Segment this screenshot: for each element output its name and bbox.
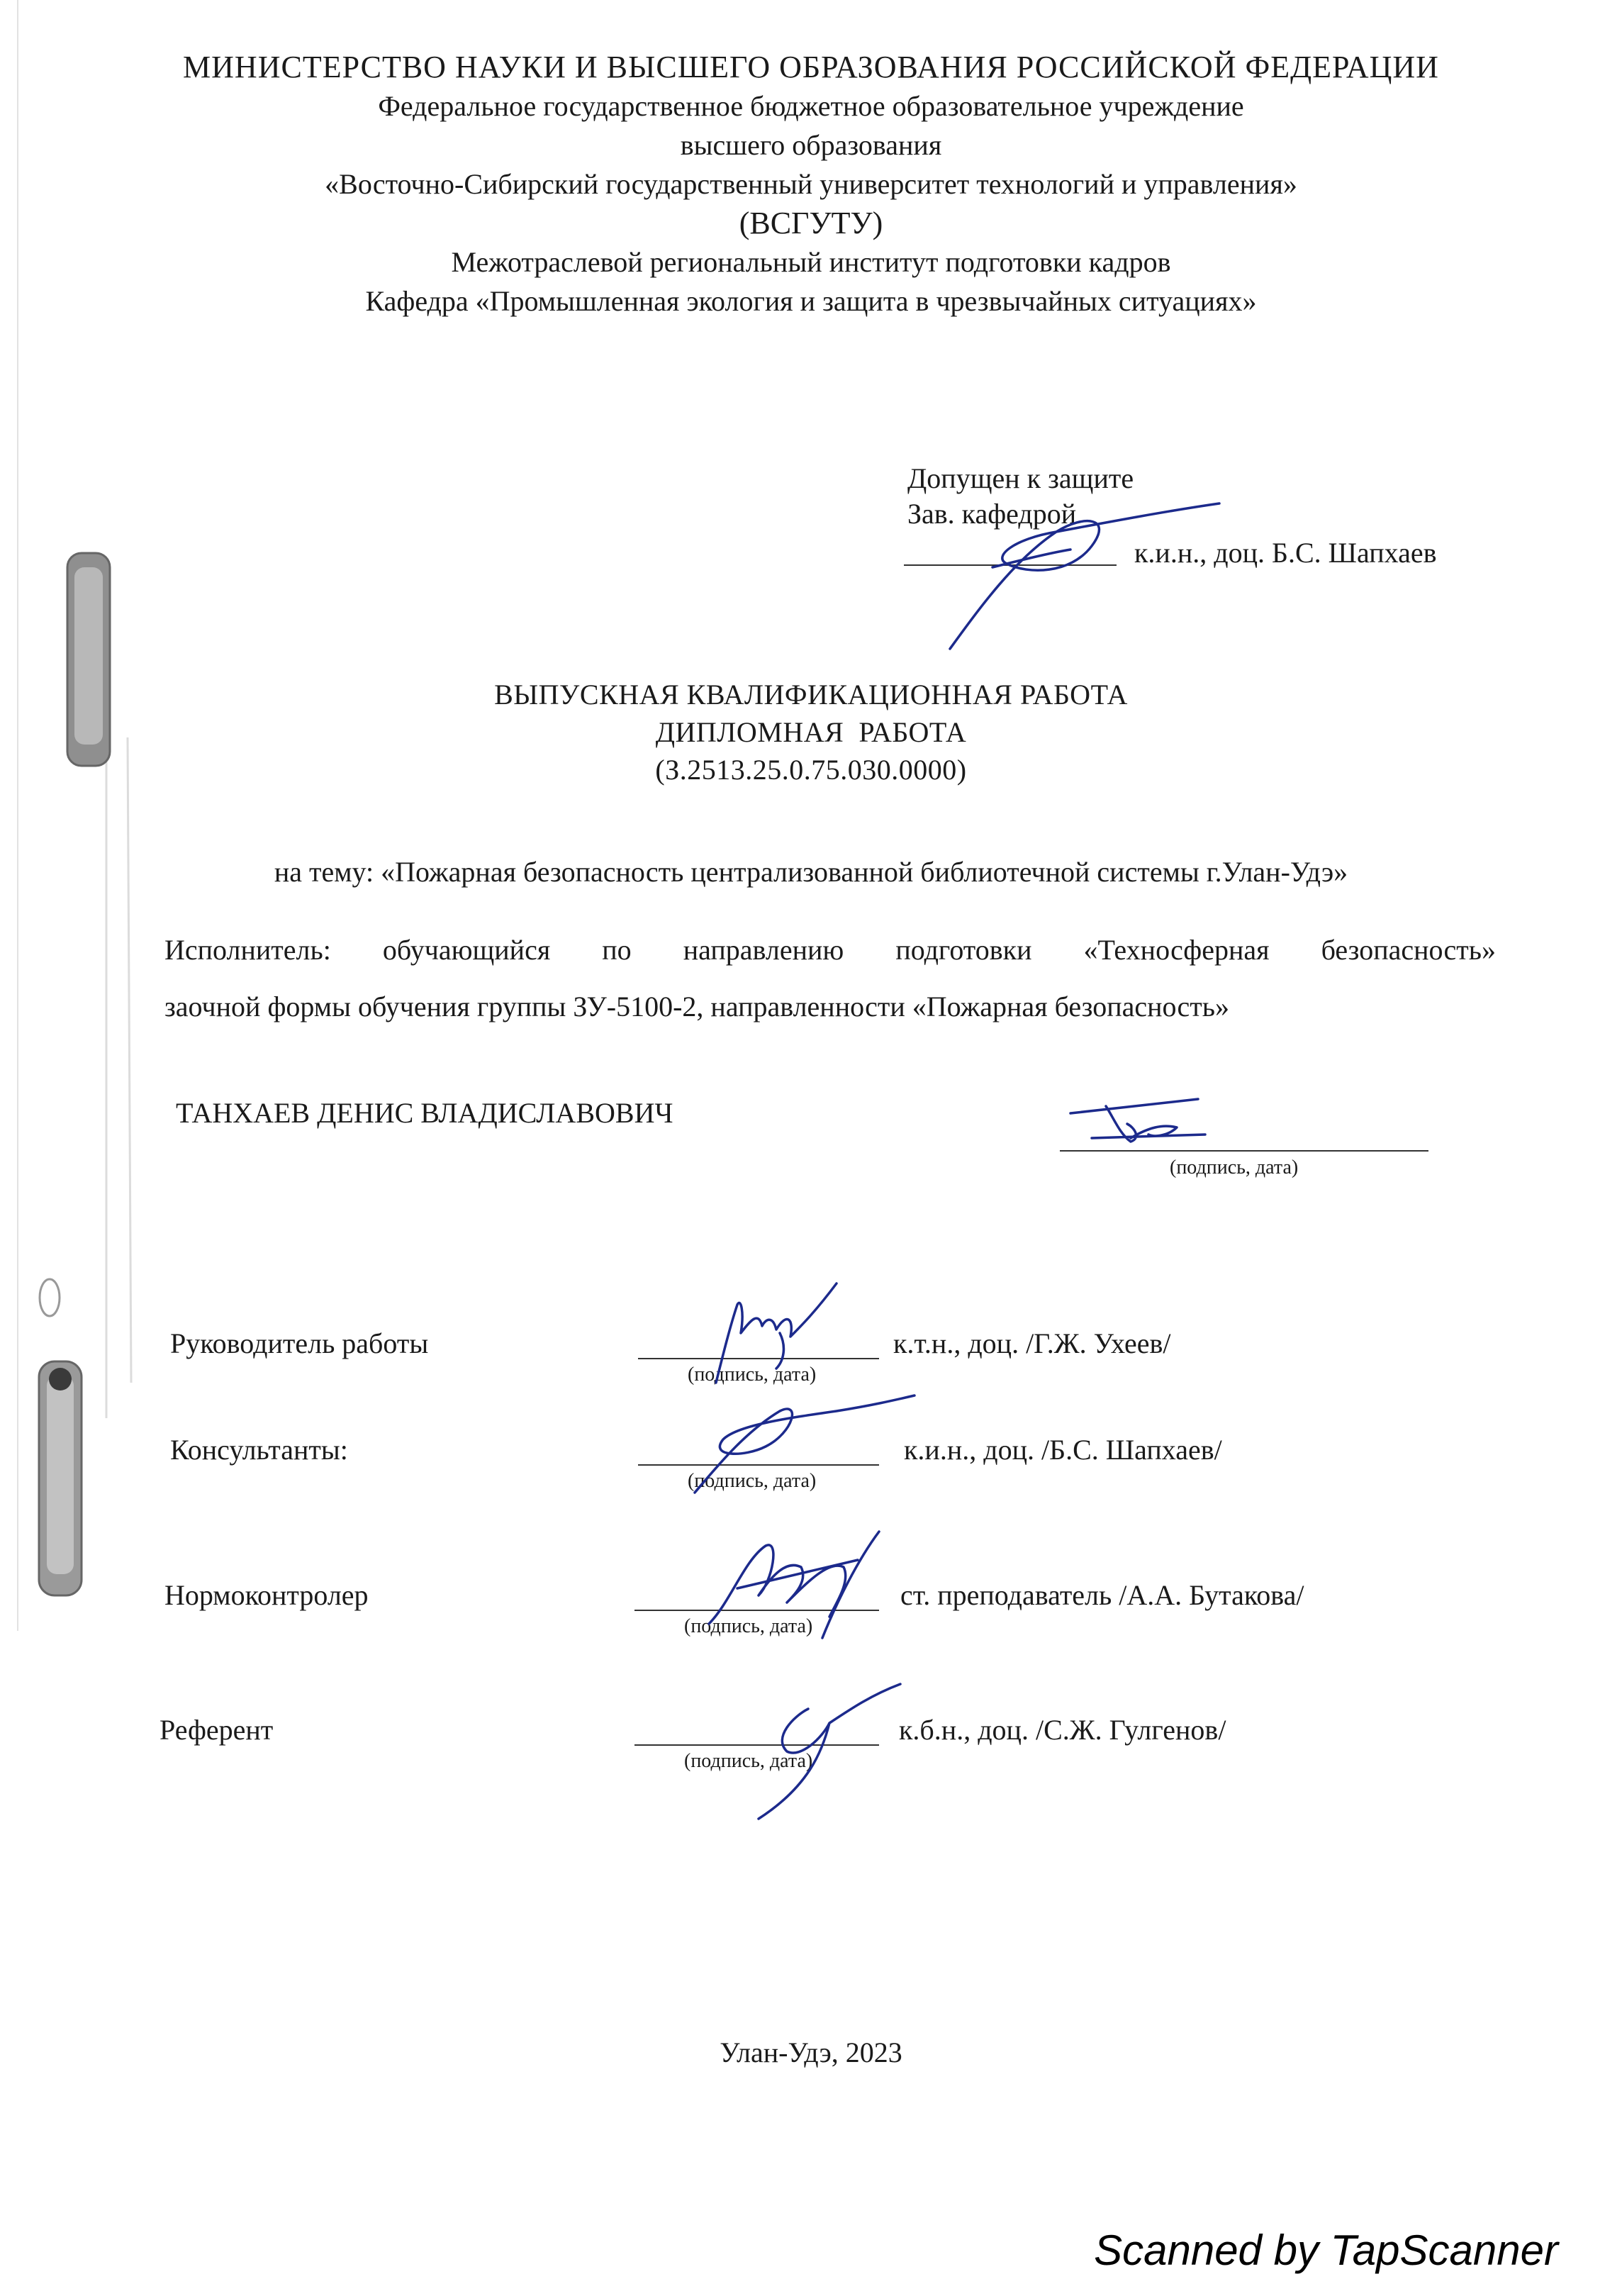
performer-line-1: Исполнитель: обучающийся по направлению подготовки «Техносферная безопасность» xyxy=(164,934,1496,966)
institution-type: Федеральное государственное бюджетное образовательное учреждение xyxy=(378,90,1244,122)
normocontroller-name: ст. преподаватель /А.А. Бутакова/ xyxy=(900,1579,1304,1611)
consultants-signature xyxy=(681,1390,922,1496)
performer-name: ТАНХАЕВ ДЕНИС ВЛАДИСЛАВОВИЧ xyxy=(176,1097,673,1129)
normocontroller-signature-caption: (подпись, дата) xyxy=(684,1615,813,1637)
normocontroller-role: Нормоконтролер xyxy=(164,1579,369,1611)
referent-role: Референт xyxy=(160,1714,274,1746)
supervisor-signature xyxy=(695,1269,872,1390)
education-level: высшего образования xyxy=(680,129,942,161)
supervisor-role: Руководитель работы xyxy=(170,1327,429,1359)
consultants-name: к.и.н., доц. /Б.С. Шапхаев/ xyxy=(904,1434,1222,1466)
university-name: «Восточно-Сибирский государственный университет технологий и управления» xyxy=(325,168,1297,200)
performer-signature xyxy=(1063,1085,1219,1156)
head-signature xyxy=(936,489,1234,652)
consultants-role: Консультанты: xyxy=(170,1434,348,1466)
university-abbreviation: (ВСГУТУ) xyxy=(739,206,883,240)
performer-signature-caption: (подпись, дата) xyxy=(1170,1157,1299,1178)
supervisor-name: к.т.н., доц. /Г.Ж. Ухеев/ xyxy=(893,1327,1171,1359)
department-name: Кафедра «Промышленная экология и защита в чрезвычайных ситуациях» xyxy=(365,285,1257,317)
head-of-department-label: Зав. кафедрой xyxy=(907,498,1077,530)
referent-signature xyxy=(744,1681,907,1822)
scanner-watermark: Scanned by TapScanner xyxy=(1094,2227,1558,2274)
ministry-title: МИНИСТЕРСТВО НАУКИ И ВЫСШЕГО ОБРАЗОВАНИЯ РОССИЙСКОЙ ФЕДЕРАЦИИ xyxy=(183,50,1439,84)
referent-signature-caption: (подпись, дата) xyxy=(684,1750,813,1772)
institute-name: Межотраслевой региональный институт подготовки кадров xyxy=(451,246,1171,278)
work-code: (З.2513.25.0.75.030.0000) xyxy=(655,754,967,786)
referent-name: к.б.н., доц. /С.Ж. Гулгенов/ xyxy=(899,1714,1226,1746)
diploma-title: ДИПЛОМНАЯ РАБОТА xyxy=(655,716,967,748)
admitted-label: Допущен к защите xyxy=(907,462,1134,494)
normocontroller-signature xyxy=(695,1517,907,1645)
consultants-signature-caption: (подпись, дата) xyxy=(688,1470,817,1492)
head-of-department-name: к.и.н., доц. Б.С. Шапхаев xyxy=(1134,537,1437,569)
supervisor-signature-caption: (подпись, дата) xyxy=(688,1364,817,1386)
city-year: Улан-Удэ, 2023 xyxy=(720,2036,902,2068)
work-topic: на тему: «Пожарная безопасность централизованной библиотечной системы г.Улан-Удэ» xyxy=(274,856,1348,888)
work-type-title: ВЫПУСКНАЯ КВАЛИФИКАЦИОННАЯ РАБОТА xyxy=(494,679,1128,710)
performer-line-2: заочной формы обучения группы ЗУ-5100-2, направленности «Пожарная безопасность» xyxy=(164,991,1230,1022)
